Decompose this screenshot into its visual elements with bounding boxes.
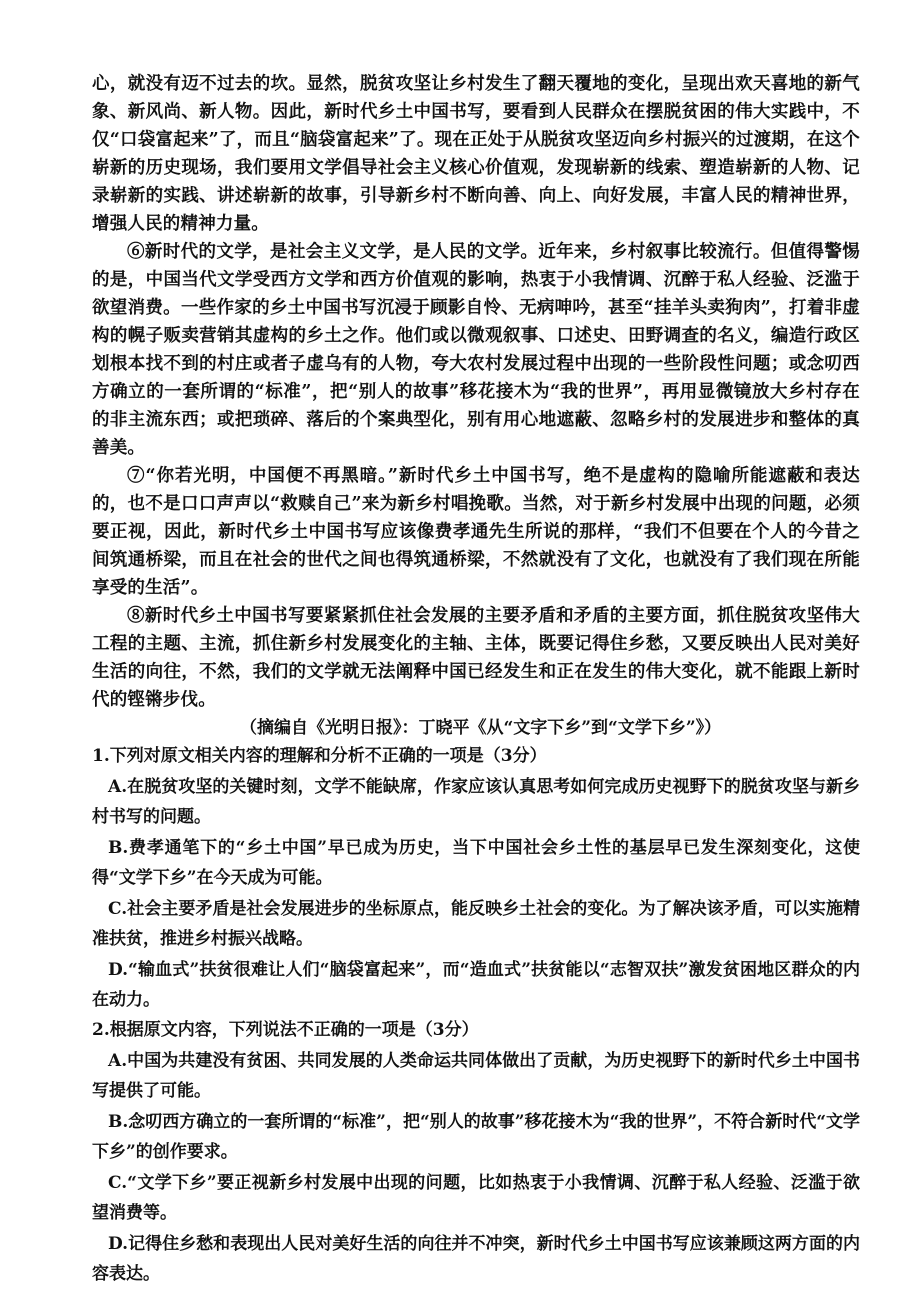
question-2: [92, 1016, 860, 1289]
passage-paragraph-6: ⑥新时代的文学，是社会主义文学，是人民的文学。近年来，乡村叙事比较流行。但值得警惕的是，中国当代文学受西方文学和西方价值观的影响，热衷于小我情调、沉醉于私人经验、泛滥于欲望消费。一些作家的乡土中国书写沉浸于顾影自怜、无病呻吟，甚至“挂羊头卖狗肉”，打着非虚构的幌子贩卖营销其虚构的乡土之作。他们或以微观叙事、口述史、田野调查的名义，编造行政区划根本找不到的村庄或者子虚乌有的人物，夸大农村发展过程中出现的一些阶段性问题；或念叨西方确立的一套所谓的“标准”，把“别人的故事”移花接木为“我的世界”，再用显微镜放大乡村存在的非主流东西；或把琐碎、落后的个案典型化，别有用心地遮蔽、忽略乡村的发展进步和整体的真善美。: [92, 242, 860, 458]
question-1: [92, 742, 860, 1015]
question-stem: 2.根据原文内容，下列说法不正确的一项是（3分）: [92, 1020, 479, 1040]
question-stem: 1.下列对原文相关内容的理解和分析不正确的一项是（3分）: [92, 746, 547, 766]
option-b: B.费孝通笔下的“乡土中国”早已成为历史，当下中国社会乡土性的基层早已发生深刻变化，这使得“文学下乡”在今天成为可能。: [92, 838, 860, 888]
passage-paragraph-7: ⑦“你若光明，中国便不再黑暗。”新时代乡土中国书写，绝不是虚构的隐喻所能遮蔽和表达的，也不是口口声声以“救赎自己”来为新乡村唱挽歌。当然，对于新乡村发展中出现的问题，必须要正视，因此，新时代乡土中国书写应该像费孝通先生所说的那样，“我们不但要在个人的今昔之间筑通桥梁，而且在社会的世代之间也得筑通桥梁，不然就没有了文化，也就没有了我们现在所能享受的生活”。: [92, 466, 860, 598]
passage-paragraph-8: ⑧新时代乡土中国书写要紧紧抓住社会发展的主要矛盾和矛盾的主要方面，抓住脱贫攻坚伟大工程的主题、主流，抓住新乡村发展变化的主轴、主体，既要记得住乡愁，又要反映出人民对美好生活的向往，不然，我们的文学就无法阐释中国已经发生和正在发生的伟大变化，就不能跟上新时代的铿锵步伐。: [92, 606, 860, 710]
option-a: A.中国为共建没有贫困、共同发展的人类命运共同体做出了贡献，为历史视野下的新时代乡土中国书写提供了可能。: [92, 1051, 860, 1101]
option-c: C.社会主要矛盾是社会发展进步的坐标原点，能反映乡土社会的变化。为了解决该矛盾，可以实施精准扶贫，推进乡村振兴战略。: [92, 899, 860, 949]
source-citation: （摘编自《光明日报》：丁晓平《从“文字下乡”到“文学下乡”》）: [240, 718, 722, 738]
option-a: A.在脱贫攻坚的关键时刻，文学不能缺席，作家应该认真思考如何完成历史视野下的脱贫攻坚与新乡村书写的问题。: [92, 777, 860, 827]
option-d: D.“输血式”扶贫很难让人们“脑袋富起来”，而“造血式”扶贫能以“志智双扶”激发贫困地区群众的内在动力。: [92, 960, 860, 1010]
document-page: [92, 70, 860, 1290]
passage-paragraph-continued: 心，就没有迈不过去的坎。显然，脱贫攻坚让乡村发生了翻天覆地的变化，呈现出欢天喜地的新气象、新风尚、新人物。因此，新时代乡土中国书写，要看到人民群众在摆脱贫困的伟大实践中，不仅“口袋富起来”了，而且“脑袋富起来”了。现在正处于从脱贫攻坚迈向乡村振兴的过渡期，在这个崭新的历史现场，我们要用文学倡导社会主义核心价值观，发现崭新的线索、塑造崭新的人物、记录崭新的实践、讲述崭新的故事，引导新乡村不断向善、向上、向好发展，丰富人民的精神世界，增强人民的精神力量。: [92, 74, 860, 234]
option-c: C.“文学下乡”要正视新乡村发展中出现的问题，比如热衷于小我情调、沉醉于私人经验、泛滥于欲望消费等。: [92, 1173, 860, 1223]
option-d: D.记得住乡愁和表现出人民对美好生活的向往并不冲突，新时代乡土中国书写应该兼顾这两方面的内容表达。: [92, 1234, 860, 1284]
option-b: B.念叨西方确立的一套所谓的“标准”，把“别人的故事”移花接木为“我的世界”，不符合新时代“文学下乡”的创作要求。: [92, 1112, 860, 1162]
